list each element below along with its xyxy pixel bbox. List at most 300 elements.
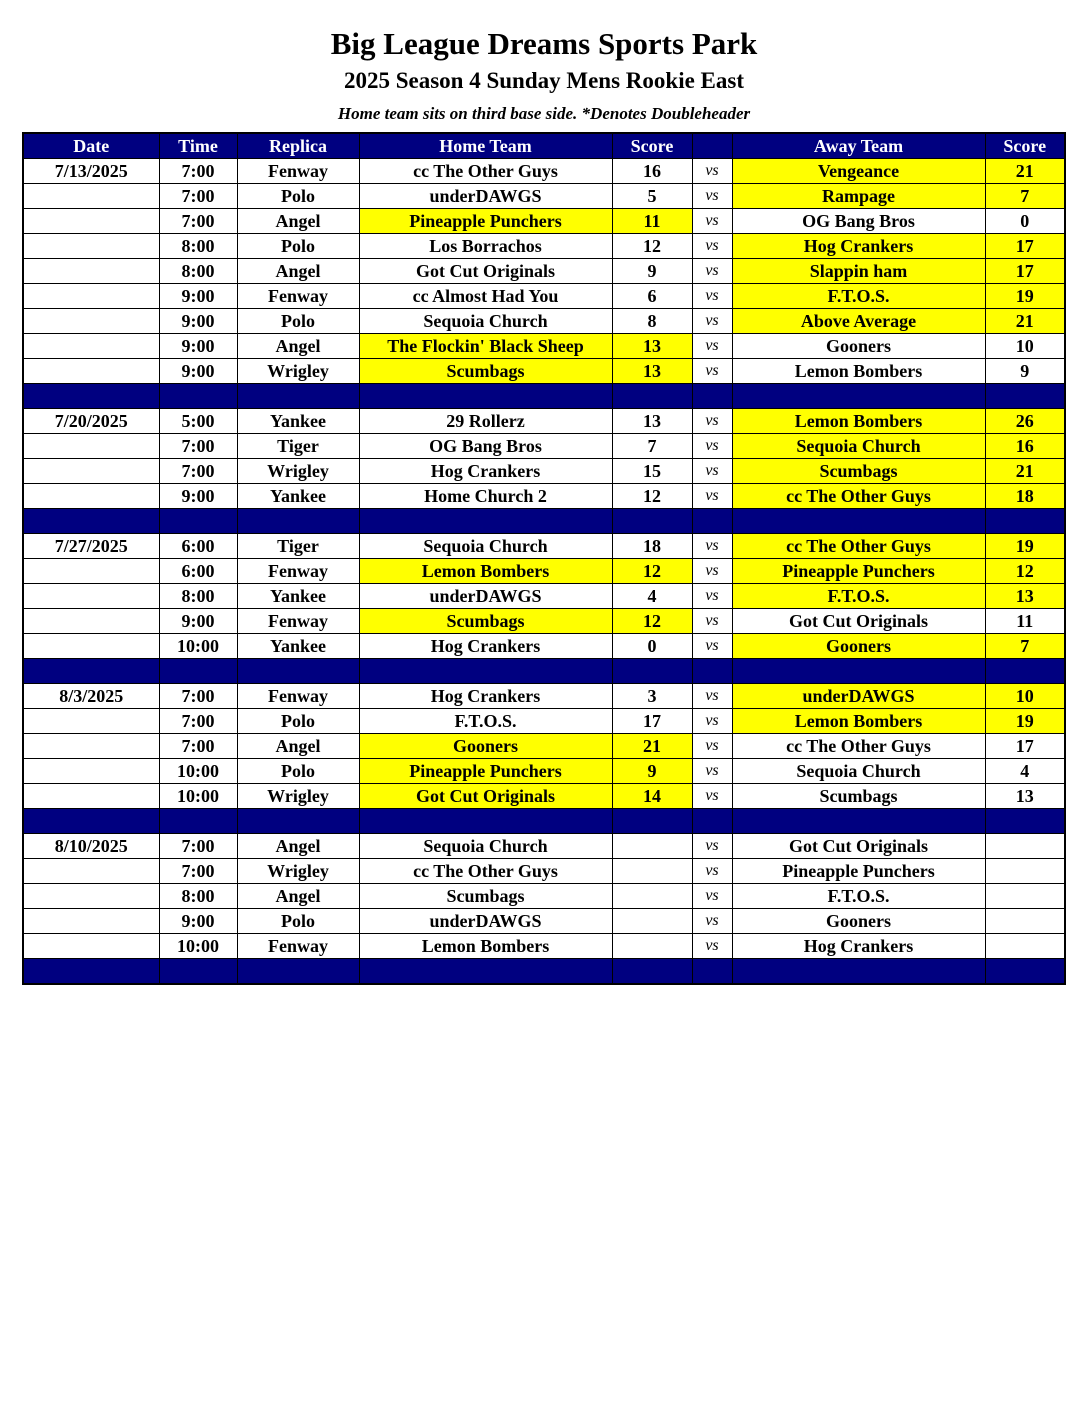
time-cell: 6:00 [159, 534, 237, 559]
week-separator-row [23, 809, 1065, 834]
home-team-cell: Hog Crankers [359, 634, 612, 659]
time-cell: 8:00 [159, 259, 237, 284]
home-team-cell: The Flockin' Black Sheep [359, 334, 612, 359]
vs-cell: vs [692, 609, 732, 634]
replica-cell: Yankee [237, 409, 359, 434]
vs-cell: vs [692, 559, 732, 584]
separator-cell [985, 384, 1065, 409]
vs-cell: vs [692, 409, 732, 434]
away-score-cell: 7 [985, 634, 1065, 659]
home-team-cell: Scumbags [359, 359, 612, 384]
home-team-cell: Lemon Bombers [359, 559, 612, 584]
time-cell: 9:00 [159, 609, 237, 634]
vs-cell: vs [692, 434, 732, 459]
away-score-cell: 13 [985, 584, 1065, 609]
away-score-cell: 18 [985, 484, 1065, 509]
separator-cell [359, 384, 612, 409]
away-score-cell: 11 [985, 609, 1065, 634]
away-score-cell [985, 859, 1065, 884]
game-row [23, 734, 1065, 759]
date-cell [23, 484, 159, 509]
home-score-cell [612, 834, 692, 859]
time-cell: 7:00 [159, 209, 237, 234]
vs-cell: vs [692, 884, 732, 909]
replica-cell: Polo [237, 709, 359, 734]
vs-cell: vs [692, 284, 732, 309]
away-score-cell: 16 [985, 434, 1065, 459]
schedule-table [22, 132, 1066, 985]
col-header-away-score: Score [985, 133, 1065, 159]
game-row [23, 434, 1065, 459]
game-row [23, 609, 1065, 634]
date-cell [23, 759, 159, 784]
vs-cell: vs [692, 859, 732, 884]
replica-cell: Tiger [237, 534, 359, 559]
replica-cell: Angel [237, 334, 359, 359]
game-row [23, 409, 1065, 434]
home-score-cell: 12 [612, 234, 692, 259]
time-cell: 7:00 [159, 859, 237, 884]
home-team-cell: Sequoia Church [359, 309, 612, 334]
away-team-cell: Lemon Bombers [732, 709, 985, 734]
away-team-cell: Slappin ham [732, 259, 985, 284]
home-team-cell: cc The Other Guys [359, 859, 612, 884]
date-cell [23, 884, 159, 909]
separator-cell [692, 959, 732, 985]
away-score-cell [985, 834, 1065, 859]
away-score-cell: 10 [985, 684, 1065, 709]
away-score-cell: 26 [985, 409, 1065, 434]
time-cell: 9:00 [159, 284, 237, 309]
away-score-cell: 19 [985, 534, 1065, 559]
separator-cell [692, 384, 732, 409]
home-score-cell: 13 [612, 334, 692, 359]
time-cell: 7:00 [159, 709, 237, 734]
replica-cell: Fenway [237, 159, 359, 184]
time-cell: 10:00 [159, 759, 237, 784]
game-row [23, 334, 1065, 359]
replica-cell: Polo [237, 184, 359, 209]
away-score-cell [985, 934, 1065, 959]
replica-cell: Angel [237, 734, 359, 759]
away-score-cell: 12 [985, 559, 1065, 584]
away-team-cell: Vengeance [732, 159, 985, 184]
replica-cell: Angel [237, 834, 359, 859]
vs-cell: vs [692, 909, 732, 934]
home-team-cell: Gooners [359, 734, 612, 759]
separator-cell [159, 959, 237, 985]
schedule-body [23, 159, 1065, 985]
separator-cell [692, 659, 732, 684]
away-team-cell: Lemon Bombers [732, 359, 985, 384]
away-team-cell: F.T.O.S. [732, 584, 985, 609]
vs-cell: vs [692, 484, 732, 509]
game-row [23, 159, 1065, 184]
separator-cell [692, 509, 732, 534]
game-row [23, 534, 1065, 559]
home-score-cell: 13 [612, 409, 692, 434]
home-team-cell: Sequoia Church [359, 534, 612, 559]
away-team-cell: Scumbags [732, 784, 985, 809]
home-score-cell [612, 884, 692, 909]
away-team-cell: Got Cut Originals [732, 609, 985, 634]
home-team-cell: Got Cut Originals [359, 259, 612, 284]
separator-cell [23, 384, 159, 409]
date-cell: 7/13/2025 [23, 159, 159, 184]
home-team-cell: underDAWGS [359, 909, 612, 934]
separator-cell [985, 959, 1065, 985]
game-row [23, 484, 1065, 509]
replica-cell: Wrigley [237, 784, 359, 809]
home-team-cell: Got Cut Originals [359, 784, 612, 809]
date-cell [23, 334, 159, 359]
away-score-cell [985, 909, 1065, 934]
home-score-cell: 8 [612, 309, 692, 334]
separator-cell [732, 959, 985, 985]
home-score-cell: 21 [612, 734, 692, 759]
home-team-cell: OG Bang Bros [359, 434, 612, 459]
home-team-cell: underDAWGS [359, 584, 612, 609]
home-score-cell: 12 [612, 609, 692, 634]
vs-cell: vs [692, 834, 732, 859]
away-score-cell: 9 [985, 359, 1065, 384]
game-row [23, 309, 1065, 334]
away-score-cell: 7 [985, 184, 1065, 209]
home-score-cell: 3 [612, 684, 692, 709]
away-team-cell: Above Average [732, 309, 985, 334]
replica-cell: Fenway [237, 684, 359, 709]
game-row [23, 459, 1065, 484]
replica-cell: Wrigley [237, 459, 359, 484]
separator-cell [159, 509, 237, 534]
separator-cell [985, 659, 1065, 684]
away-score-cell: 19 [985, 284, 1065, 309]
home-score-cell: 14 [612, 784, 692, 809]
vs-cell: vs [692, 709, 732, 734]
vs-cell: vs [692, 759, 732, 784]
home-team-cell: Home Church 2 [359, 484, 612, 509]
time-cell: 8:00 [159, 584, 237, 609]
game-row [23, 209, 1065, 234]
time-cell: 7:00 [159, 434, 237, 459]
replica-cell: Polo [237, 309, 359, 334]
separator-cell [237, 509, 359, 534]
away-team-cell: Got Cut Originals [732, 834, 985, 859]
replica-cell: Fenway [237, 559, 359, 584]
time-cell: 6:00 [159, 559, 237, 584]
away-team-cell: Gooners [732, 334, 985, 359]
replica-cell: Fenway [237, 609, 359, 634]
vs-cell: vs [692, 934, 732, 959]
away-team-cell: Gooners [732, 909, 985, 934]
date-cell [23, 609, 159, 634]
time-cell: 9:00 [159, 359, 237, 384]
replica-cell: Yankee [237, 634, 359, 659]
date-cell [23, 909, 159, 934]
away-team-cell: cc The Other Guys [732, 534, 985, 559]
vs-cell: vs [692, 209, 732, 234]
col-header-replica: Replica [237, 133, 359, 159]
separator-cell [732, 809, 985, 834]
week-separator-row [23, 509, 1065, 534]
date-cell [23, 734, 159, 759]
date-cell [23, 184, 159, 209]
separator-cell [23, 509, 159, 534]
home-score-cell: 9 [612, 759, 692, 784]
away-score-cell: 19 [985, 709, 1065, 734]
time-cell: 10:00 [159, 634, 237, 659]
time-cell: 9:00 [159, 909, 237, 934]
date-cell: 7/20/2025 [23, 409, 159, 434]
home-score-cell: 0 [612, 634, 692, 659]
col-header-vs [692, 133, 732, 159]
home-team-cell: Hog Crankers [359, 684, 612, 709]
col-header-home-score: Score [612, 133, 692, 159]
time-cell: 7:00 [159, 684, 237, 709]
time-cell: 8:00 [159, 884, 237, 909]
page-subtitle: 2025 Season 4 Sunday Mens Rookie East [343, 68, 745, 93]
replica-cell: Wrigley [237, 359, 359, 384]
away-score-cell: 10 [985, 334, 1065, 359]
date-cell: 8/10/2025 [23, 834, 159, 859]
page-title: Big League Dreams Sports Park [330, 26, 758, 61]
home-team-cell: Hog Crankers [359, 459, 612, 484]
game-row [23, 234, 1065, 259]
replica-cell: Angel [237, 259, 359, 284]
week-separator-row [23, 959, 1065, 985]
vs-cell: vs [692, 259, 732, 284]
replica-cell: Polo [237, 234, 359, 259]
game-row [23, 259, 1065, 284]
separator-cell [237, 384, 359, 409]
time-cell: 10:00 [159, 784, 237, 809]
separator-cell [23, 809, 159, 834]
away-score-cell: 13 [985, 784, 1065, 809]
away-team-cell: Sequoia Church [732, 759, 985, 784]
away-team-cell: Pineapple Punchers [732, 559, 985, 584]
home-score-cell: 6 [612, 284, 692, 309]
away-score-cell: 21 [985, 159, 1065, 184]
home-team-cell: cc Almost Had You [359, 284, 612, 309]
date-cell [23, 584, 159, 609]
vs-cell: vs [692, 534, 732, 559]
separator-cell [359, 959, 612, 985]
replica-cell: Yankee [237, 584, 359, 609]
date-cell: 7/27/2025 [23, 534, 159, 559]
away-team-cell: Hog Crankers [732, 234, 985, 259]
vs-cell: vs [692, 359, 732, 384]
home-score-cell: 11 [612, 209, 692, 234]
home-team-cell: Los Borrachos [359, 234, 612, 259]
home-score-cell: 18 [612, 534, 692, 559]
week-separator-row [23, 659, 1065, 684]
home-score-cell [612, 934, 692, 959]
game-row [23, 884, 1065, 909]
replica-cell: Angel [237, 884, 359, 909]
separator-cell [159, 809, 237, 834]
time-cell: 9:00 [159, 309, 237, 334]
date-cell [23, 559, 159, 584]
home-score-cell: 5 [612, 184, 692, 209]
home-score-cell [612, 859, 692, 884]
date-cell [23, 359, 159, 384]
date-cell [23, 784, 159, 809]
away-score-cell: 17 [985, 259, 1065, 284]
home-score-cell: 9 [612, 259, 692, 284]
date-cell [23, 284, 159, 309]
home-score-cell: 12 [612, 484, 692, 509]
away-team-cell: Rampage [732, 184, 985, 209]
home-score-cell: 4 [612, 584, 692, 609]
separator-cell [732, 384, 985, 409]
vs-cell: vs [692, 684, 732, 709]
separator-cell [159, 659, 237, 684]
replica-cell: Fenway [237, 934, 359, 959]
away-team-cell: cc The Other Guys [732, 734, 985, 759]
col-header-date: Date [23, 133, 159, 159]
separator-cell [359, 509, 612, 534]
game-row [23, 634, 1065, 659]
vs-cell: vs [692, 584, 732, 609]
separator-cell [612, 959, 692, 985]
week-separator-row [23, 384, 1065, 409]
separator-cell [612, 384, 692, 409]
game-row [23, 784, 1065, 809]
separator-cell [985, 509, 1065, 534]
away-score-cell: 21 [985, 459, 1065, 484]
game-row [23, 284, 1065, 309]
game-row [23, 909, 1065, 934]
separator-cell [612, 659, 692, 684]
home-score-cell: 12 [612, 559, 692, 584]
game-row [23, 759, 1065, 784]
time-cell: 7:00 [159, 159, 237, 184]
time-cell: 7:00 [159, 184, 237, 209]
vs-cell: vs [692, 184, 732, 209]
home-score-cell: 16 [612, 159, 692, 184]
home-score-cell [612, 909, 692, 934]
home-team-cell: Lemon Bombers [359, 934, 612, 959]
col-header-time: Time [159, 133, 237, 159]
table-header-row [23, 133, 1065, 159]
home-team-cell: Pineapple Punchers [359, 209, 612, 234]
away-score-cell [985, 884, 1065, 909]
game-row [23, 184, 1065, 209]
game-row [23, 584, 1065, 609]
away-team-cell: OG Bang Bros [732, 209, 985, 234]
time-cell: 5:00 [159, 409, 237, 434]
time-cell: 7:00 [159, 734, 237, 759]
game-row [23, 359, 1065, 384]
vs-cell: vs [692, 634, 732, 659]
away-team-cell: Lemon Bombers [732, 409, 985, 434]
col-header-home-team: Home Team [359, 133, 612, 159]
replica-cell: Polo [237, 909, 359, 934]
away-team-cell: underDAWGS [732, 684, 985, 709]
away-score-cell: 4 [985, 759, 1065, 784]
home-team-cell: Sequoia Church [359, 834, 612, 859]
home-team-cell: Scumbags [359, 609, 612, 634]
date-cell: 8/3/2025 [23, 684, 159, 709]
separator-cell [159, 384, 237, 409]
away-team-cell: Scumbags [732, 459, 985, 484]
vs-cell: vs [692, 459, 732, 484]
home-team-cell: cc The Other Guys [359, 159, 612, 184]
time-cell: 7:00 [159, 834, 237, 859]
time-cell: 7:00 [159, 459, 237, 484]
home-score-cell: 17 [612, 709, 692, 734]
date-cell [23, 309, 159, 334]
date-cell [23, 709, 159, 734]
away-team-cell: F.T.O.S. [732, 884, 985, 909]
page-note: Home team sits on third base side. *Denotes Doubleheader [337, 104, 751, 123]
date-cell [23, 434, 159, 459]
replica-cell: Fenway [237, 284, 359, 309]
separator-cell [732, 659, 985, 684]
home-team-cell: Pineapple Punchers [359, 759, 612, 784]
home-score-cell: 7 [612, 434, 692, 459]
home-team-cell: underDAWGS [359, 184, 612, 209]
date-cell [23, 634, 159, 659]
home-team-cell: 29 Rollerz [359, 409, 612, 434]
separator-cell [359, 659, 612, 684]
vs-cell: vs [692, 159, 732, 184]
game-row [23, 709, 1065, 734]
replica-cell: Polo [237, 759, 359, 784]
away-team-cell: Gooners [732, 634, 985, 659]
home-team-cell: F.T.O.S. [359, 709, 612, 734]
separator-cell [237, 809, 359, 834]
date-cell [23, 934, 159, 959]
vs-cell: vs [692, 234, 732, 259]
time-cell: 9:00 [159, 334, 237, 359]
replica-cell: Yankee [237, 484, 359, 509]
away-team-cell: Hog Crankers [732, 934, 985, 959]
separator-cell [23, 659, 159, 684]
date-cell [23, 859, 159, 884]
separator-cell [237, 659, 359, 684]
date-cell [23, 234, 159, 259]
separator-cell [732, 509, 985, 534]
away-team-cell: Sequoia Church [732, 434, 985, 459]
vs-cell: vs [692, 334, 732, 359]
vs-cell: vs [692, 309, 732, 334]
game-row [23, 559, 1065, 584]
game-row [23, 834, 1065, 859]
date-cell [23, 209, 159, 234]
replica-cell: Angel [237, 209, 359, 234]
away-score-cell: 21 [985, 309, 1065, 334]
separator-cell [237, 959, 359, 985]
col-header-away-team: Away Team [732, 133, 985, 159]
date-cell [23, 259, 159, 284]
game-row [23, 684, 1065, 709]
home-score-cell: 13 [612, 359, 692, 384]
home-score-cell: 15 [612, 459, 692, 484]
separator-cell [612, 509, 692, 534]
separator-cell [692, 809, 732, 834]
separator-cell [23, 959, 159, 985]
away-score-cell: 17 [985, 734, 1065, 759]
time-cell: 9:00 [159, 484, 237, 509]
separator-cell [359, 809, 612, 834]
away-team-cell: cc The Other Guys [732, 484, 985, 509]
time-cell: 8:00 [159, 234, 237, 259]
game-row [23, 859, 1065, 884]
separator-cell [985, 809, 1065, 834]
date-cell [23, 459, 159, 484]
home-team-cell: Scumbags [359, 884, 612, 909]
